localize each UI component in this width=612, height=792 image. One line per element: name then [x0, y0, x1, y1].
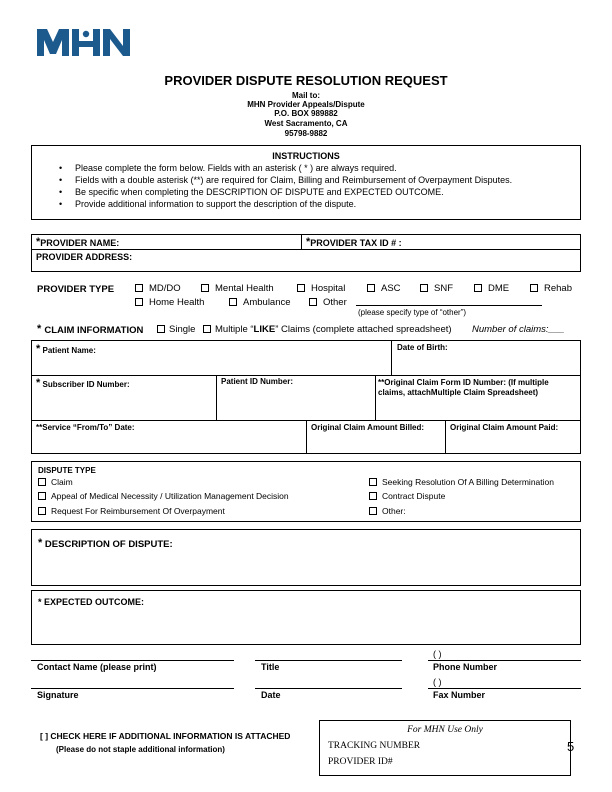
phone-label: Phone Number: [433, 662, 498, 672]
mhn-logo: [37, 28, 137, 56]
original-claim-id-field[interactable]: **Original Claim Form ID Number: (If multiple claims, attachMultiple Claim Spreadsheet): [378, 378, 549, 397]
instructions-list: [32, 162, 580, 210]
mail-to-label: Mail to:: [292, 91, 320, 100]
checkbox-icon: [135, 298, 143, 306]
checkbox-icon: [38, 492, 46, 500]
checkbox-icon: [38, 507, 46, 515]
title-label: Title: [261, 662, 280, 672]
provider-type-dme[interactable]: DME: [474, 283, 509, 294]
signature-label: Signature: [37, 690, 79, 700]
other-type-input-line[interactable]: [356, 305, 542, 306]
checkbox-icon: [201, 284, 209, 292]
instructions-box: [31, 145, 581, 220]
dispute-type-contract[interactable]: Contract Dispute: [369, 491, 445, 501]
checkbox-icon: [38, 478, 46, 486]
address-line-1: MHN Provider Appeals/Dispute: [247, 100, 365, 109]
tracking-number-field: TRACKING NUMBER: [328, 741, 421, 751]
fax-area-code: ( ): [433, 677, 442, 687]
form-title: PROVIDER DISPUTE RESOLUTION REQUEST: [164, 73, 448, 88]
signature-line[interactable]: [31, 688, 234, 689]
patient-id-field[interactable]: Patient ID Number:: [221, 377, 294, 386]
additional-info-checkbox[interactable]: [ ] CHECK HERE IF ADDITIONAL INFORMATION IS ATTACHED: [40, 731, 291, 741]
checkbox-icon: [474, 284, 482, 292]
phone-area-code: ( ): [433, 649, 442, 659]
date-line[interactable]: [255, 688, 402, 689]
contact-name-line[interactable]: [31, 660, 234, 661]
address-line-3: West Sacramento, CA: [264, 119, 348, 128]
checkbox-icon: [369, 507, 377, 515]
claim-multiple-option[interactable]: Multiple “LIKE” Claims (complete attached spreadsheet): [203, 324, 452, 335]
other-type-note: (please specify type of “other”): [358, 308, 467, 317]
date-label: Date: [261, 690, 281, 700]
subscriber-id-field[interactable]: * Subscriber ID Number:: [36, 377, 130, 389]
contact-name-label: Contact Name (please print): [37, 662, 157, 672]
provider-type-mental-health[interactable]: Mental Health: [201, 283, 274, 294]
checkbox-icon: [229, 298, 237, 306]
dispute-type-overpayment[interactable]: Request For Reimbursement Of Overpayment: [38, 506, 225, 516]
provider-type-other[interactable]: Other: [309, 297, 347, 308]
mhn-use-only-label: For MHN Use Only: [407, 725, 483, 735]
checkbox-icon: [369, 492, 377, 500]
checkbox-icon: [157, 325, 165, 333]
address-line-2: P.O. BOX 989882: [274, 109, 338, 118]
patient-name-field[interactable]: * Patient Name:: [36, 343, 96, 355]
provider-type-snf[interactable]: SNF: [420, 283, 453, 294]
phone-line[interactable]: [428, 660, 581, 661]
provider-type-label: PROVIDER TYPE: [37, 284, 115, 295]
instruction-item: • Be specific when completing the DESCRIPTION OF DISPUTE and EXPECTED OUTCOME.: [32, 186, 580, 198]
provider-type-hospital[interactable]: Hospital: [297, 283, 345, 294]
outcome-label: * EXPECTED OUTCOME:: [38, 597, 145, 607]
dispute-type-medical-necessity[interactable]: Appeal of Medical Necessity / Utilization Management Decision: [38, 491, 289, 501]
checkbox-icon: [309, 298, 317, 306]
provider-type-ambulance[interactable]: Ambulance: [229, 297, 291, 308]
date-of-birth-field[interactable]: Date of Birth:: [397, 343, 448, 352]
description-label: * DESCRIPTION OF DISPUTE:: [38, 537, 173, 550]
fax-line[interactable]: [428, 688, 581, 689]
provider-name-field[interactable]: *PROVIDER NAME:: [36, 236, 120, 248]
number-of-claims-field[interactable]: Number of claims:___: [472, 324, 565, 335]
fax-label: Fax Number: [433, 690, 486, 700]
dispute-type-other[interactable]: Other:: [369, 506, 406, 516]
dispute-type-label: DISPUTE TYPE: [38, 466, 96, 475]
instructions-title: INSTRUCTIONS: [272, 151, 340, 161]
amount-paid-field[interactable]: Original Claim Amount Paid:: [450, 423, 559, 432]
checkbox-icon: [203, 325, 211, 333]
instruction-item: • Fields with a double asterisk (**) are required for Claim, Billing and Reimbursement of Overpayment Disputes.: [32, 174, 580, 186]
provider-type-home-health[interactable]: Home Health: [135, 297, 204, 308]
amount-billed-field[interactable]: Original Claim Amount Billed:: [311, 423, 425, 432]
checkbox-icon: [367, 284, 375, 292]
checkbox-icon: [420, 284, 428, 292]
dispute-type-claim[interactable]: Claim: [38, 477, 73, 487]
service-dates-field[interactable]: **Service “From/To” Date:: [36, 423, 135, 432]
page-number: 5: [567, 739, 575, 754]
dispute-type-billing-determination[interactable]: Seeking Resolution Of A Billing Determination: [369, 477, 554, 487]
provider-tax-id-field[interactable]: *PROVIDER TAX ID # :: [306, 236, 402, 248]
address-line-4: 95798-9882: [284, 129, 328, 138]
staple-note: (Please do not staple additional information): [56, 745, 225, 754]
checkbox-icon: [297, 284, 305, 292]
provider-type-rehab[interactable]: Rehab: [530, 283, 572, 294]
claim-information-label: * CLAIM INFORMATION: [37, 323, 144, 336]
provider-address-field[interactable]: PROVIDER ADDRESS:: [36, 252, 133, 262]
provider-id-field: PROVIDER ID#: [328, 757, 393, 767]
checkbox-icon: [369, 478, 377, 486]
provider-type-asc[interactable]: ASC: [367, 283, 401, 294]
instruction-item: • Please complete the form below. Fields with an asterisk ( * ) are always required.: [32, 162, 580, 174]
claim-single-option[interactable]: Single: [157, 324, 195, 335]
title-line[interactable]: [255, 660, 402, 661]
provider-type-md-do[interactable]: MD/DO: [135, 283, 181, 294]
checkbox-icon: [135, 284, 143, 292]
instruction-item: • Provide additional information to support the description of the dispute.: [32, 198, 580, 210]
checkbox-icon: [530, 284, 538, 292]
